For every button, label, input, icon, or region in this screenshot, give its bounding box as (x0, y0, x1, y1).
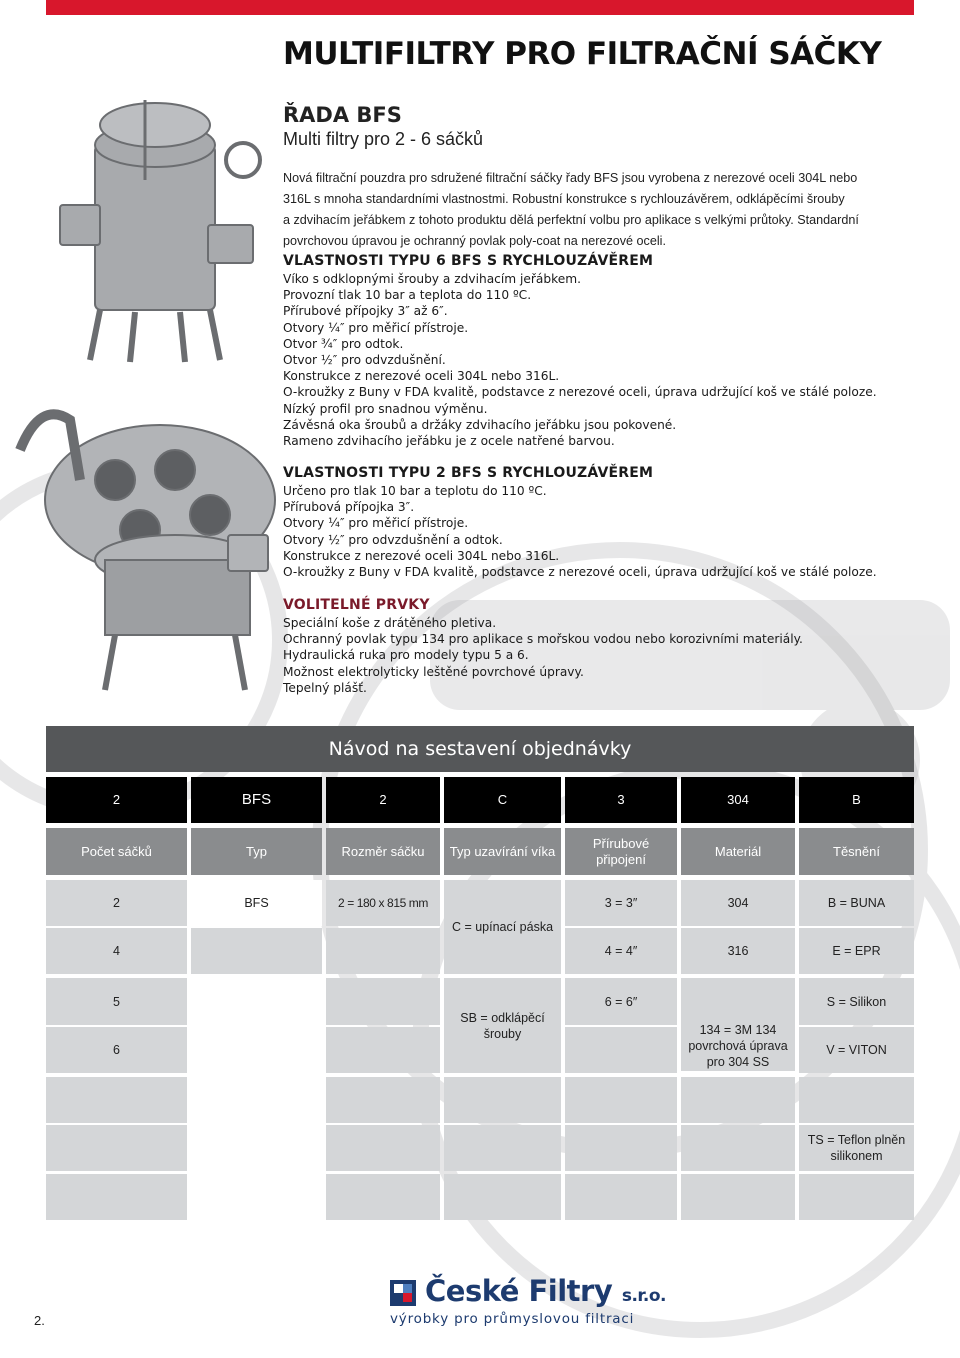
column-header-material: Materiál (681, 828, 795, 875)
intro-paragraph (283, 168, 918, 252)
feature-line: Konstrukce z nerezové oceli 304L nebo 316L. (283, 369, 560, 384)
empty-cell (799, 1077, 914, 1123)
empty-cell (191, 1027, 322, 1073)
intro-line: Nová filtrační pouzdra pro sdružené filtrační sáčky řady BFS jsou vyrobena z nerezové oceli 304L nebo (283, 171, 858, 185)
option-closure: SB = odklápěcí šrouby (444, 978, 561, 1073)
feature-line: Otvory ½″ pro odvzdušnění a odtok. (283, 532, 503, 547)
column-header-type: Typ (191, 828, 322, 875)
order-guide-heading: Návod na sestavení objednávky (46, 726, 914, 772)
feature-line: O-kroužky z Buny v FDA kvalitě, podstavce z nerezové oceli, úprava udržující koš ve stálé poloze. (283, 385, 877, 400)
feature-line: Otvor ¾″ pro odtok. (283, 336, 404, 351)
page-title: MULTIFILTRY PRO FILTRAČNÍ SÁČKY (283, 36, 882, 72)
company-name-main: České Filtry (425, 1274, 613, 1308)
feature-line: Přírubová přípojka 3″. (283, 500, 415, 515)
option-material: 316 (681, 928, 795, 974)
option-flange: 6 = 6″ (565, 978, 677, 1025)
option-seal: V = VITON (799, 1027, 914, 1073)
intro-line: povrchovou úpravou je ochranný povlak poly-coat na nerezové oceli. (283, 234, 666, 248)
option-count: 6 (46, 1027, 187, 1073)
empty-cell (681, 1125, 795, 1171)
option-seal: B = BUNA (799, 880, 914, 926)
example-type: BFS (191, 777, 322, 823)
column-header-closure: Typ uzavírání víka (444, 828, 561, 875)
option-seal: S = Silikon (799, 978, 914, 1025)
option-count: 4 (46, 928, 187, 974)
feature-line: Určeno pro tlak 10 bar a teplotu do 110 ºC. (283, 484, 547, 498)
example-count: 2 (46, 777, 187, 823)
example-closure: C (444, 777, 561, 823)
empty-cell (326, 1027, 440, 1073)
column-header-size: Rozměr sáčku (326, 828, 440, 875)
empty-cell (326, 1174, 440, 1220)
empty-cell (799, 1174, 914, 1220)
empty-cell (681, 978, 795, 1024)
feature-line: Víko s odklopnými šrouby a zdvihacím jeřábkem. (283, 272, 581, 286)
option-material: 134 = 3M 134 povrchová úprava pro 304 SS (681, 1020, 795, 1071)
option-line: Ochranný povlak typu 134 pro aplikace s mořskou vodou nebo korozivními materiály. (283, 632, 803, 647)
empty-cell (326, 978, 440, 1025)
option-closure: C = upínací páska (444, 880, 561, 974)
option-type: BFS (191, 880, 322, 926)
option-material: 304 (681, 880, 795, 926)
option-line: Hydraulická ruka pro modely typu 5 a 6. (283, 648, 529, 663)
feature-line: Rameno zdvihacího jeřábku je z ocele natřené barvou. (283, 434, 615, 449)
section-heading: VLASTNOSTI TYPU 2 BFS S RYCHLOUZÁVĚREM (283, 465, 654, 481)
column-header-flange: Přírubové připojení (565, 828, 677, 875)
filter-housing-2bfs-open (20, 414, 275, 690)
empty-cell (681, 1174, 795, 1220)
empty-cell (191, 1174, 322, 1220)
option-count: 5 (46, 978, 187, 1025)
empty-cell (565, 1077, 677, 1123)
section-2bfs-features (283, 465, 877, 580)
option-line: Možnost elektrolyticky leštěné povrchové úpravy. (283, 664, 584, 679)
feature-line: Nízký profil pro snadnou výměnu. (283, 401, 488, 416)
company-tagline: výrobky pro průmyslovou filtraci (390, 1311, 635, 1327)
section-6bfs-features (283, 253, 877, 449)
empty-cell (191, 1125, 322, 1171)
option-count: 2 (46, 880, 187, 926)
empty-cell (681, 1077, 795, 1123)
empty-cell (326, 928, 440, 974)
empty-cell (46, 1174, 187, 1220)
series-subtitle: Multi filtry pro 2 - 6 sáčků (283, 129, 484, 149)
option-line: Tepelný plášť. (283, 680, 367, 695)
feature-line: Provozní tlak 10 bar a teplota do 110 ºC. (283, 288, 532, 303)
series-heading: ŘADA BFS (283, 103, 402, 127)
filter-housing-6bfs (60, 100, 260, 362)
empty-cell (444, 1125, 561, 1171)
column-header-seal: Těsnění (799, 828, 914, 875)
empty-cell (444, 1077, 561, 1123)
example-material: 304 (681, 777, 795, 823)
feature-line: Otvor ½″ pro odvzdušnění. (283, 353, 446, 368)
intro-line: a zdvihacím jeřábkem z tohoto produktu dělá perfektní volbu pro aplikace s velkými průtoky. Standardní (283, 213, 859, 227)
example-seal: B (799, 777, 914, 823)
empty-cell (565, 1125, 677, 1171)
empty-cell (191, 978, 322, 1025)
empty-cell (565, 1027, 677, 1073)
section-optional-features (283, 597, 803, 696)
option-flange: 3 = 3″ (565, 880, 677, 926)
empty-cell (326, 1125, 440, 1171)
feature-line: Přírubové přípojky 3″ až 6″. (283, 304, 448, 319)
option-line: Speciální koše z drátěného pletiva. (283, 616, 497, 630)
intro-line: 316L s mnoha standardními vlastnostmi. Robustní konstrukce s rychlouzávěrem, odklápěcími šrouby (283, 192, 845, 206)
company-logo-icon (390, 1280, 416, 1306)
company-name (425, 1274, 666, 1308)
section-heading: VOLITELNÉ PRVKY (283, 597, 430, 613)
option-flange: 4 = 4″ (565, 928, 677, 974)
column-header-count: Počet sáčků (46, 828, 187, 875)
option-seal: TS = Teflon plněn silikonem (799, 1125, 914, 1171)
example-flange: 3 (565, 777, 677, 823)
empty-cell (191, 1077, 322, 1123)
option-seal: E = EPR (799, 928, 914, 974)
empty-cell (191, 928, 322, 974)
feature-line: O-kroužky z Buny v FDA kvalitě, podstavce z nerezové oceli, úprava udržující koš ve stálé poloze. (283, 565, 877, 580)
feature-line: Otvory ¼″ pro měřicí přístroje. (283, 516, 469, 531)
empty-cell (46, 1125, 187, 1171)
empty-cell (565, 1174, 677, 1220)
empty-cell (444, 1174, 561, 1220)
feature-line: Závěsná oka šroubů a držáky zdvihacího jeřábku jsou pokovené. (283, 417, 677, 432)
company-suffix: s.r.o. (621, 1286, 666, 1306)
section-heading: VLASTNOSTI TYPU 6 BFS S RYCHLOUZÁVĚREM (283, 253, 654, 269)
page-number: 2. (34, 1313, 45, 1328)
option-size: 2 = 180 x 815 mm (326, 880, 440, 926)
feature-line: Otvory ¼″ pro měřicí přístroje. (283, 320, 469, 335)
example-size: 2 (326, 777, 440, 823)
feature-line: Konstrukce z nerezové oceli 304L nebo 316L. (283, 548, 560, 563)
empty-cell (46, 1077, 187, 1123)
empty-cell (326, 1077, 440, 1123)
